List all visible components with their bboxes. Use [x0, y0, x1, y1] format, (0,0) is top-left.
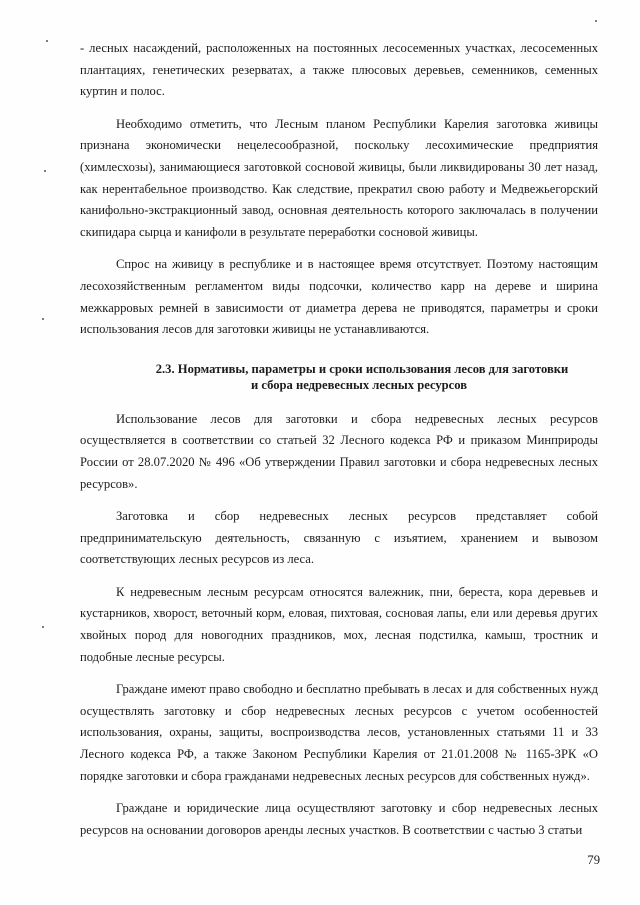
paragraph: Граждане имеют право свободно и бесплатно пребывать в лесах и для собственных нужд осуществлять заготовку и сбор недревесных лесных ресурсов с учетом особенностей использования, охраны, защиты, воспроизводства лесов, установленных статьями 11 и 33 Лесного кодекса РФ, а также Законом Республики Карелия от 21.01.2008 № 1165-ЗРК «О порядке заготовки и сбора гражданами недревесных лесных ресурсов для собственных нужд». [80, 682, 598, 783]
document-body [80, 38, 598, 852]
paragraph: Граждане и юридические лица осуществляют заготовку и сбор недревесных лесных ресурсов на основании договоров аренды лесных участков. В соответствии с частью 3 статьи [80, 801, 598, 837]
section-heading-line: 2.3. Нормативы, параметры и сроки использования лесов для заготовки [155, 361, 569, 376]
scan-speck [42, 626, 44, 628]
scan-speck [46, 40, 48, 42]
paragraph: - лесных насаждений, расположенных на постоянных лесосеменных участках, лесосеменных плантациях, генетических резерватах, а также плюсовых деревьев, семенников, семенных куртин и полос. [80, 41, 598, 99]
paragraph: Необходимо отметить, что Лесным планом Республики Карелия заготовка живицы признана экономически нецелесообразной, поскольку лесохимические предприятия (химлесхозы), занимающиеся заготовкой сосновой живицы, были ликвидированы 30 лет назад, как нерентабельное производство. Как следствие, прекратил свою работу и Медвежьегорский канифольно-экстракционный завод, основная деятельность которого заключалась в получении скипидара сырца и канифоли в результате переработки сосновой живицы. [80, 116, 598, 239]
section-heading [80, 361, 598, 393]
paragraph: Заготовка и сбор недревесных лесных ресурсов представляет собой предпринимательскую деятельность, связанную с изъятием, хранением и вывозом соответствующих лесных ресурсов из леса. [80, 509, 598, 567]
paragraph: Спрос на живицу в республике и в настоящее время отсутствует. Поэтому настоящим лесохозяйственным регламентом виды подсочки, количество карр на дереве и ширина межкарровых ремней в зависимости от диаметра дерева не приводятся, параметры и сроки использования лесов для заготовки живицы не устанавливаются. [80, 257, 598, 337]
section-heading-line: и сбора недревесных лесных ресурсов [250, 377, 468, 392]
paragraph: Использование лесов для заготовки и сбора недревесных лесных ресурсов осуществляется в соответствии со статьей 32 Лесного кодекса РФ и приказом Минприроды России от 28.07.2020 № 496 «Об утверждении Правил заготовки и сбора недревесных лесных ресурсов». [80, 411, 598, 491]
paragraph: К недревесным лесным ресурсам относятся валежник, пни, береста, кора деревьев и кустарников, хворост, веточный корм, еловая, пихтовая, сосновая лапы, ели или деревья других хвойных пород для новогодних праздников, мох, лесная подстилка, камыш, тростник и подобные лесные ресурсы. [80, 584, 598, 664]
scan-speck [595, 20, 597, 22]
scan-speck [44, 170, 46, 172]
page-number: 79 [587, 853, 600, 867]
scan-speck [42, 318, 44, 320]
